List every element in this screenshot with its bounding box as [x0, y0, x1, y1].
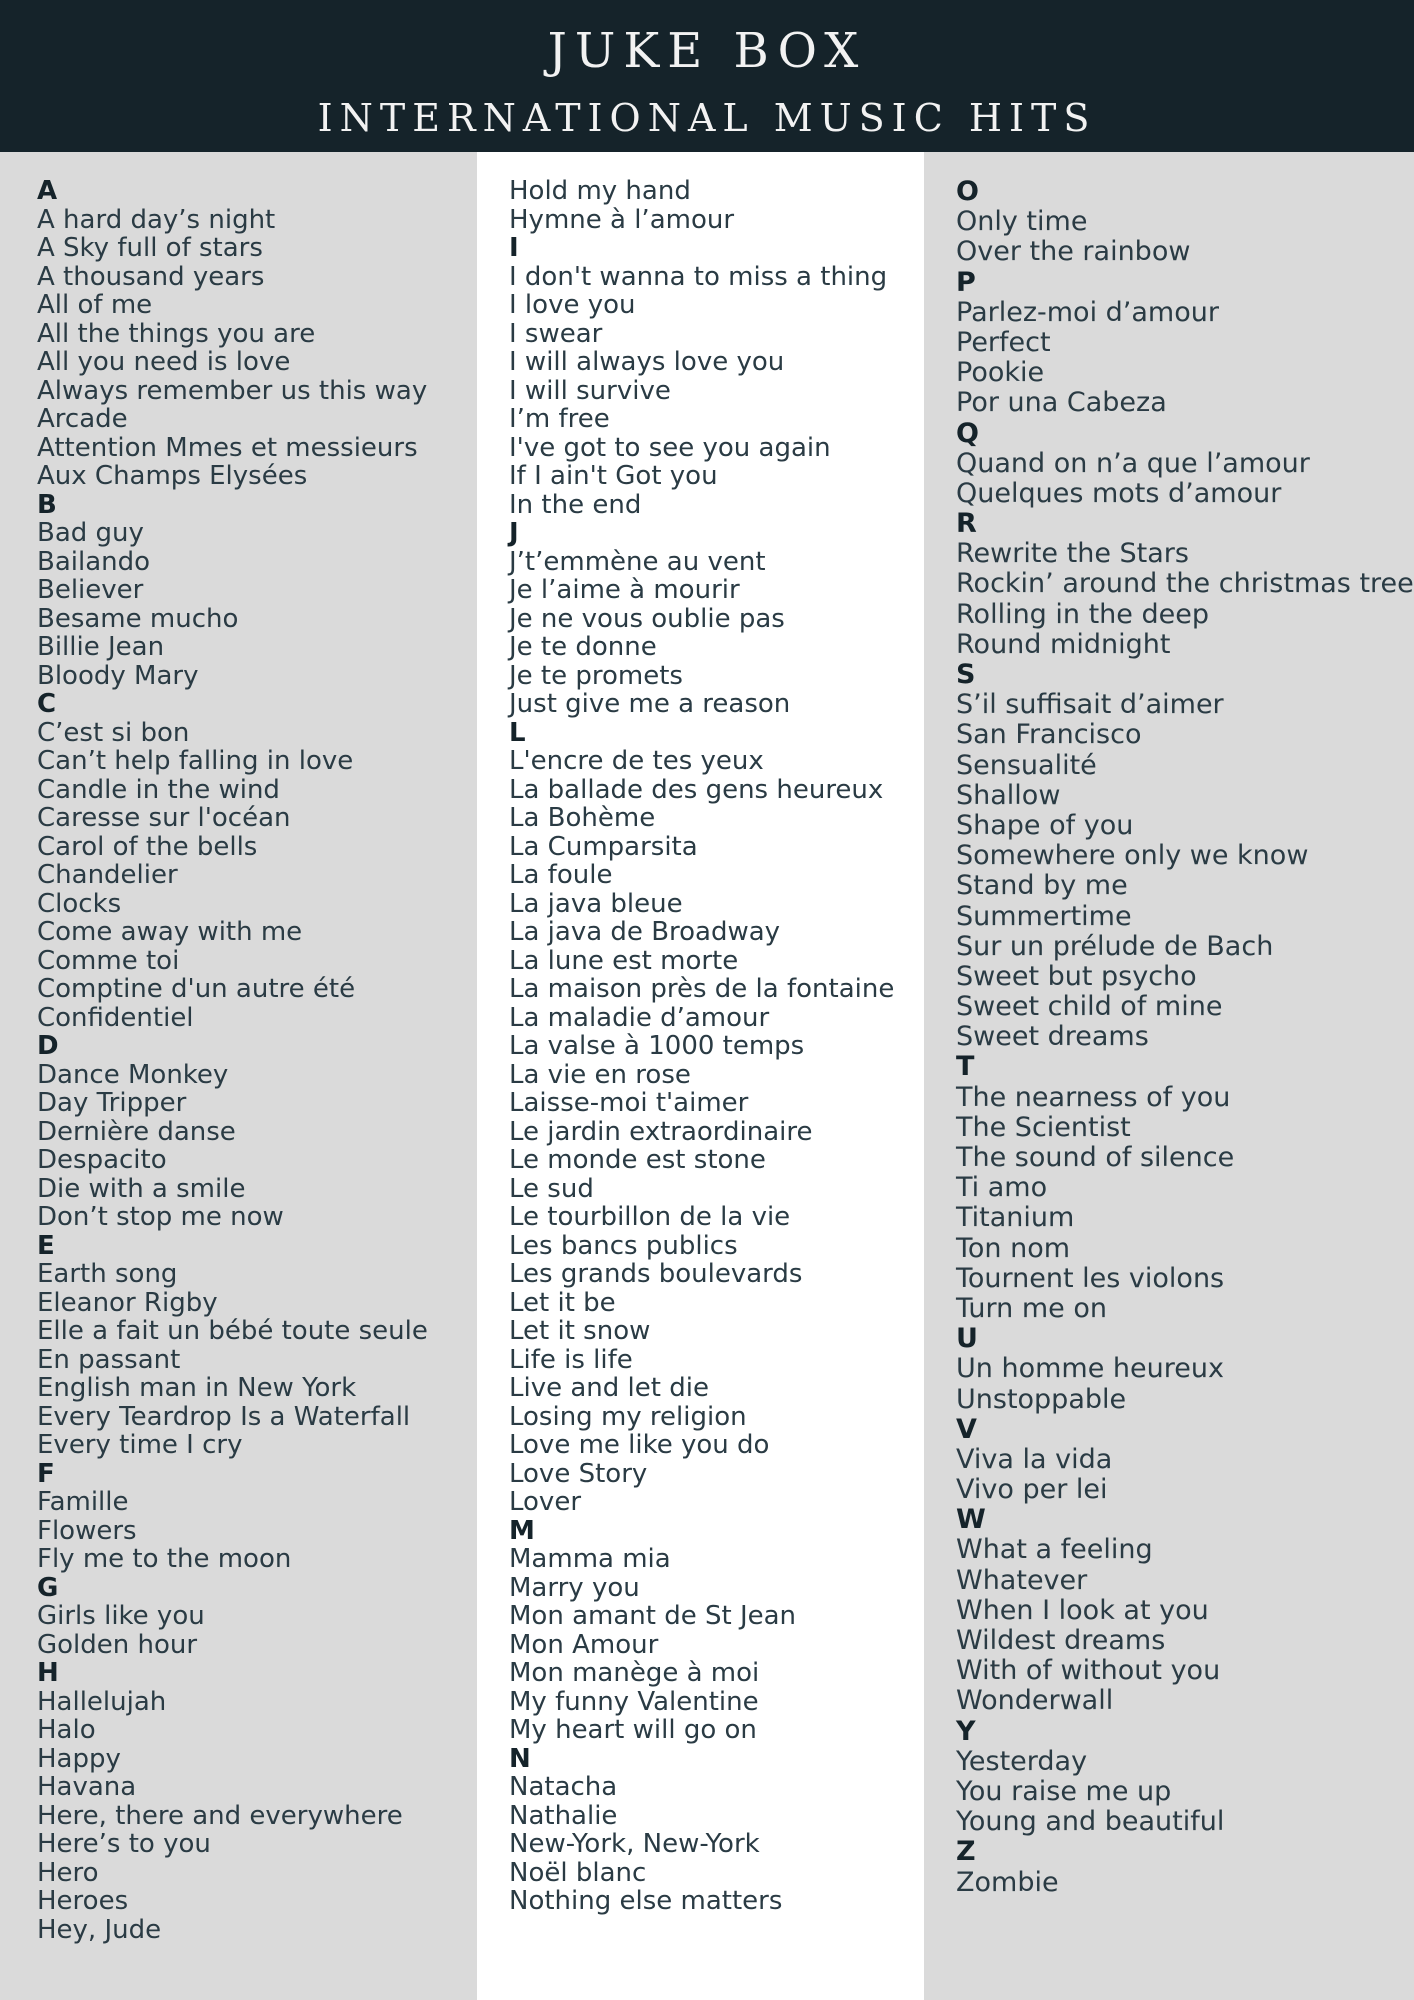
song-title: Quand on n’a que l’amour	[956, 447, 1310, 479]
song-title: Sweet dreams	[956, 1021, 1149, 1053]
song-title: My heart will go on	[509, 1715, 757, 1745]
song-title: Un homme heureux	[956, 1353, 1224, 1385]
song-title: All the things you are	[37, 318, 316, 349]
song-title: Bloody Mary	[37, 660, 199, 691]
song-title: Clocks	[37, 888, 122, 919]
song-column-1	[0, 152, 477, 2000]
song-title: Quelques mots d’amour	[956, 477, 1282, 509]
song-title: Stand by me	[956, 870, 1128, 902]
song-title: Halo	[37, 1715, 96, 1745]
song-title: Life is life	[509, 1344, 633, 1375]
song-title: Vivo per lei	[956, 1474, 1108, 1506]
song-title: Summertime	[956, 900, 1132, 932]
song-title: Havana	[37, 1772, 137, 1802]
song-title: Girls like you	[37, 1601, 205, 1631]
song-title: Ton nom	[956, 1232, 1071, 1264]
song-title: Despacito	[37, 1145, 167, 1175]
song-title: Every time I cry	[37, 1430, 243, 1460]
letter-heading: B	[37, 489, 57, 520]
letter-heading: U	[956, 1323, 978, 1355]
song-title: La ballade des gens heureux	[509, 774, 884, 805]
song-title: I've got to see you again	[509, 432, 831, 463]
song-title: Je l’aime à mourir	[509, 575, 740, 605]
song-title: Je te donne	[509, 632, 657, 662]
letter-heading: S	[956, 659, 976, 690]
song-title: Arcade	[37, 404, 128, 434]
song-title: Dance Monkey	[37, 1059, 229, 1090]
letter-heading: Q	[956, 417, 979, 449]
song-title: Mamma mia	[509, 1544, 671, 1574]
song-title: La Cumparsita	[509, 831, 698, 862]
song-title: Round midnight	[956, 628, 1171, 660]
song-title: C’est si bon	[37, 717, 190, 748]
song-title: Billie Jean	[37, 632, 165, 662]
song-title: Aux Champs Elysées	[37, 461, 308, 491]
song-title: A hard day’s night	[37, 204, 276, 235]
song-title: Yesterday	[956, 1745, 1088, 1777]
song-title: Live and let die	[509, 1373, 709, 1403]
song-title: Le jardin extraordinaire	[509, 1116, 813, 1147]
song-title: Attention Mmes et messieurs	[37, 432, 418, 463]
song-title: Rewrite the Stars	[956, 538, 1189, 570]
song-title: Elle a fait un bébé toute seule	[37, 1316, 428, 1346]
page-subtitle: INTERNATIONAL MUSIC HITS	[317, 96, 1097, 140]
letter-heading: E	[37, 1230, 55, 1261]
song-title: Happy	[37, 1743, 121, 1774]
song-title: Over the rainbow	[956, 236, 1191, 268]
song-title: When I look at you	[956, 1594, 1209, 1626]
letter-heading: C	[37, 689, 57, 719]
song-title: If I ain't Got you	[509, 461, 718, 491]
song-title: Mon amant de St Jean	[509, 1601, 797, 1631]
song-column-2	[477, 152, 924, 2000]
song-title: I don't wanna to miss a thing	[509, 261, 888, 292]
song-title: Perfect	[956, 326, 1051, 358]
song-title: Famille	[37, 1487, 129, 1517]
song-title: Let it snow	[509, 1316, 651, 1346]
song-title: Sur un prélude de Bach	[956, 930, 1274, 962]
song-title: Die with a smile	[37, 1173, 246, 1204]
song-title: Le monde est stone	[509, 1145, 766, 1175]
letter-heading: R	[956, 508, 977, 540]
song-title: J’t’emmène au vent	[509, 546, 766, 577]
song-title: Wildest dreams	[956, 1625, 1166, 1656]
song-title: Carol of the bells	[37, 831, 258, 862]
song-title: Eleanor Rigby	[37, 1287, 218, 1318]
song-title: La java bleue	[509, 888, 683, 919]
song-title: Dernière danse	[37, 1116, 236, 1147]
song-title: Mon manège à moi	[509, 1658, 760, 1688]
song-title: Laisse-moi t'aimer	[509, 1088, 749, 1118]
song-title: La lune est morte	[509, 945, 739, 976]
song-title: Come away with me	[37, 917, 303, 947]
song-title: I love you	[509, 290, 636, 320]
song-title: Confidentiel	[37, 1002, 194, 1033]
song-title: Pookie	[956, 357, 1045, 389]
song-title: All of me	[37, 290, 153, 320]
song-title: Bad guy	[37, 518, 144, 548]
song-title: Tournent les violons	[956, 1262, 1225, 1294]
song-title: Lover	[509, 1487, 582, 1517]
letter-heading: N	[509, 1743, 531, 1774]
song-title: Ti amo	[956, 1172, 1048, 1204]
song-title: Fly me to the moon	[37, 1544, 292, 1574]
letter-heading: F	[37, 1458, 55, 1489]
song-title: Le sud	[509, 1173, 594, 1204]
song-title: Golden hour	[37, 1629, 198, 1660]
song-title: L'encre de tes yeux	[509, 746, 764, 776]
song-title: Rockin’ around the christmas tree	[956, 568, 1414, 600]
song-title: Marry you	[509, 1572, 640, 1603]
song-title: Caresse sur l'océan	[37, 803, 291, 833]
song-title: Parlez-moi d’amour	[956, 296, 1219, 328]
song-title: Je ne vous oublie pas	[509, 603, 785, 634]
song-title: Besame mucho	[37, 603, 239, 634]
song-title: La Bohème	[509, 803, 656, 833]
song-title: Don’t stop me now	[37, 1202, 284, 1232]
letter-heading: H	[37, 1658, 59, 1688]
song-title: Every Teardrop Is a Waterfall	[37, 1401, 411, 1432]
letter-heading: V	[956, 1413, 977, 1445]
song-title: Young and beautiful	[956, 1806, 1225, 1838]
song-title: Turn me on	[956, 1292, 1107, 1324]
song-title: Sweet but psycho	[956, 960, 1197, 992]
letter-heading: Y	[956, 1715, 976, 1747]
song-title: Les bancs publics	[509, 1230, 738, 1261]
song-title: Day Tripper	[37, 1088, 187, 1118]
song-title: Nathalie	[509, 1800, 618, 1831]
song-title: La maison près de la fontaine	[509, 974, 895, 1004]
song-title: Hymne à l’amour	[509, 204, 735, 235]
song-title: A Sky full of stars	[37, 233, 263, 263]
song-title: La java de Broadway	[509, 917, 781, 947]
letter-heading: Z	[956, 1836, 976, 1868]
song-title: Hallelujah	[37, 1686, 167, 1717]
letter-heading: I	[509, 233, 519, 263]
song-column-3	[924, 152, 1414, 2000]
song-title: Hold my hand	[509, 176, 691, 206]
song-title: I’m free	[509, 404, 610, 434]
song-title: Somewhere only we know	[956, 840, 1309, 872]
song-title: You raise me up	[956, 1775, 1172, 1807]
song-title: My funny Valentine	[509, 1686, 759, 1717]
song-title: Nothing else matters	[509, 1886, 783, 1916]
song-title: Noël blanc	[509, 1857, 647, 1888]
song-title: Hero	[37, 1857, 99, 1888]
song-title: Shape of you	[956, 809, 1134, 841]
song-title: Whatever	[956, 1564, 1088, 1596]
song-title: Just give me a reason	[509, 689, 791, 719]
song-title: La foule	[509, 860, 613, 890]
song-title: The Scientist	[956, 1111, 1131, 1143]
song-title: Comptine d'un autre été	[37, 974, 356, 1004]
song-title: Comme toi	[37, 945, 180, 976]
song-title: Sensualité	[956, 749, 1097, 781]
song-title: La vie en rose	[509, 1059, 691, 1090]
song-title: Here’s to you	[37, 1829, 211, 1859]
song-title: With of without you	[956, 1655, 1221, 1687]
song-title: Can’t help falling in love	[37, 746, 354, 776]
letter-heading: G	[37, 1572, 59, 1603]
song-title: I swear	[509, 318, 603, 349]
song-title: Le tourbillon de la vie	[509, 1202, 791, 1232]
letter-heading: T	[956, 1051, 975, 1083]
song-title: La valse à 1000 temps	[509, 1031, 805, 1061]
song-title: New-York, New-York	[509, 1829, 760, 1859]
song-title: English man in New York	[37, 1373, 357, 1403]
letter-heading: O	[956, 176, 979, 207]
song-title: En passant	[37, 1344, 181, 1375]
song-title: The sound of silence	[956, 1142, 1235, 1173]
letter-heading: J	[509, 518, 519, 548]
song-title: Hey, Jude	[37, 1914, 162, 1945]
song-title: The nearness of you	[956, 1081, 1231, 1113]
song-title: S’il suffisait d’aimer	[956, 689, 1224, 721]
song-title: Shallow	[956, 779, 1061, 811]
song-title: Titanium	[956, 1202, 1075, 1234]
letter-heading: D	[37, 1031, 59, 1061]
song-title: Love me like you do	[509, 1430, 770, 1460]
song-title: Earth song	[37, 1259, 178, 1289]
letter-heading: W	[956, 1504, 986, 1536]
song-title: Zombie	[956, 1866, 1059, 1898]
song-title: San Francisco	[956, 719, 1142, 751]
letter-heading: A	[37, 176, 58, 206]
song-title: Heroes	[37, 1886, 129, 1916]
song-title: Love Story	[509, 1458, 648, 1489]
song-title: Viva la vida	[956, 1443, 1113, 1475]
page-title: JUKE BOX	[547, 23, 867, 79]
song-title: All you need is love	[37, 347, 291, 377]
song-title: Je te promets	[509, 660, 683, 691]
song-title: Unstoppable	[956, 1383, 1127, 1415]
song-title: Sweet child of mine	[956, 991, 1223, 1023]
song-title: Bailando	[37, 546, 151, 577]
song-title: Les grands boulevards	[509, 1259, 803, 1289]
song-title: La maladie d’amour	[509, 1002, 770, 1033]
song-title: I will always love you	[509, 347, 785, 377]
song-title: A thousand years	[37, 261, 265, 292]
song-title: Mon Amour	[509, 1629, 659, 1660]
letter-heading: M	[509, 1515, 535, 1546]
song-title: Here, there and everywhere	[37, 1800, 403, 1831]
song-title: Chandelier	[37, 860, 178, 890]
song-title: Losing my religion	[509, 1401, 747, 1432]
song-title: I will survive	[509, 375, 671, 406]
song-title: Believer	[37, 575, 144, 605]
song-title: Rolling in the deep	[956, 598, 1209, 630]
song-title: Flowers	[37, 1515, 137, 1546]
song-title: Candle in the wind	[37, 774, 280, 805]
song-title: Wonderwall	[956, 1685, 1114, 1717]
song-title: Always remember us this way	[37, 375, 428, 406]
song-title: Natacha	[509, 1772, 618, 1802]
page-header	[0, 0, 1414, 152]
song-title: Por una Cabeza	[956, 387, 1167, 419]
song-title: What a feeling	[956, 1534, 1153, 1566]
letter-heading: P	[956, 266, 976, 298]
song-title: In the end	[509, 489, 642, 520]
song-title: Let it be	[509, 1287, 616, 1318]
song-title: Only time	[956, 206, 1088, 238]
letter-heading: L	[509, 717, 526, 748]
